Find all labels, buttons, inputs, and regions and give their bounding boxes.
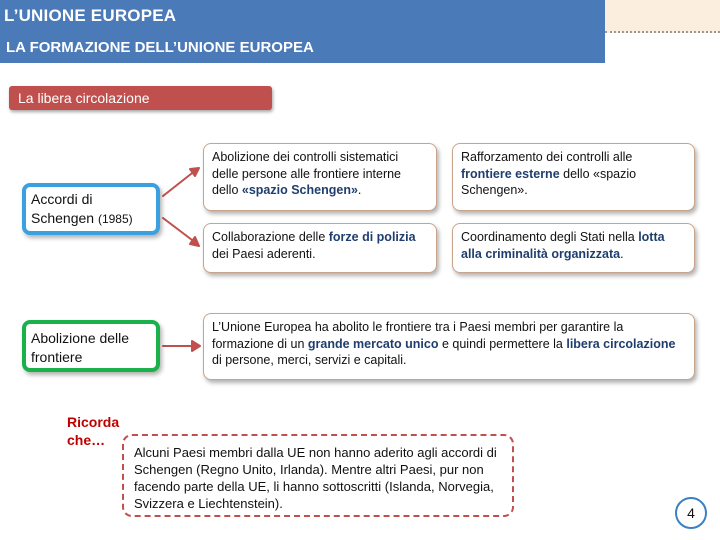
- abolizione-box: [22, 320, 160, 372]
- arrow-head-mercato: [192, 341, 200, 351]
- info-text: di persone, merci, servizi e capitali.: [212, 353, 407, 367]
- abolizione-line2: frontiere: [31, 349, 83, 365]
- ricorda-line1: Ricorda: [67, 414, 120, 430]
- schengen-year: (1985): [97, 212, 133, 226]
- page-title: L’UNIONE EUROPEA: [4, 6, 177, 25]
- info-box-controlli-interni: [203, 143, 437, 211]
- info-text: dello «spazio Schengen».: [461, 166, 637, 197]
- page-subtitle: LA FORMAZIONE DELL’UNIONE EUROPEA: [6, 39, 314, 56]
- info-box-criminalita: [452, 223, 695, 273]
- ricorda-label: [67, 413, 119, 449]
- note-box: [122, 434, 514, 517]
- info-highlight: frontiere esterne: [461, 166, 560, 181]
- abolizione-line1: Abolizione delle: [31, 330, 130, 346]
- info-highlight: lotta alla criminalità organizzata: [461, 230, 665, 261]
- schengen-box: [22, 183, 160, 235]
- info-text: L’Unione Europea ha abolito le frontiere tra i Paesi membri per garantire la formazione di un: [212, 320, 624, 351]
- info-box-mercato-unico: [203, 313, 695, 380]
- info-box-frontiere-esterne: [452, 143, 695, 211]
- page-number: 4: [675, 497, 707, 529]
- info-text: Coordinamento degli Stati nella: [461, 230, 639, 244]
- section-label-text: La libera circolazione: [18, 90, 150, 106]
- arrow-to-polizia: [163, 218, 196, 243]
- ricorda-line2: che…: [67, 432, 106, 448]
- info-text: Collaborazione delle: [212, 230, 329, 244]
- info-highlight: grande mercato unico: [307, 336, 439, 351]
- schengen-line1: Accordi di: [31, 191, 93, 207]
- info-text: e quindi permettere la: [438, 336, 567, 351]
- info-text: Rafforzamento dei controlli alle: [461, 150, 633, 164]
- info-text: dei Paesi aderenti.: [212, 246, 316, 261]
- arrow-to-controlli: [163, 170, 196, 196]
- info-highlight: libera circolazione: [566, 336, 676, 351]
- info-highlight: «spazio Schengen»: [241, 183, 358, 197]
- info-text: Abolizione dei controlli sistematici delle persone alle frontiere interne dello: [212, 150, 402, 197]
- info-box-forze-polizia: [203, 223, 437, 273]
- note-text: Alcuni Paesi membri dalla UE non hanno aderito agli accordi di Schengen (Regno Unito, Irlanda). Mentre altri Paesi, pur non facendo parte della UE, li hanno sottoscritti (Islanda, Norvegia, Svizzera e Liechtenstein).: [134, 445, 497, 511]
- info-highlight: forze di polizia: [328, 230, 416, 244]
- info-text: .: [620, 246, 624, 261]
- info-text: .: [357, 183, 362, 197]
- schengen-line2: Schengen: [31, 210, 95, 226]
